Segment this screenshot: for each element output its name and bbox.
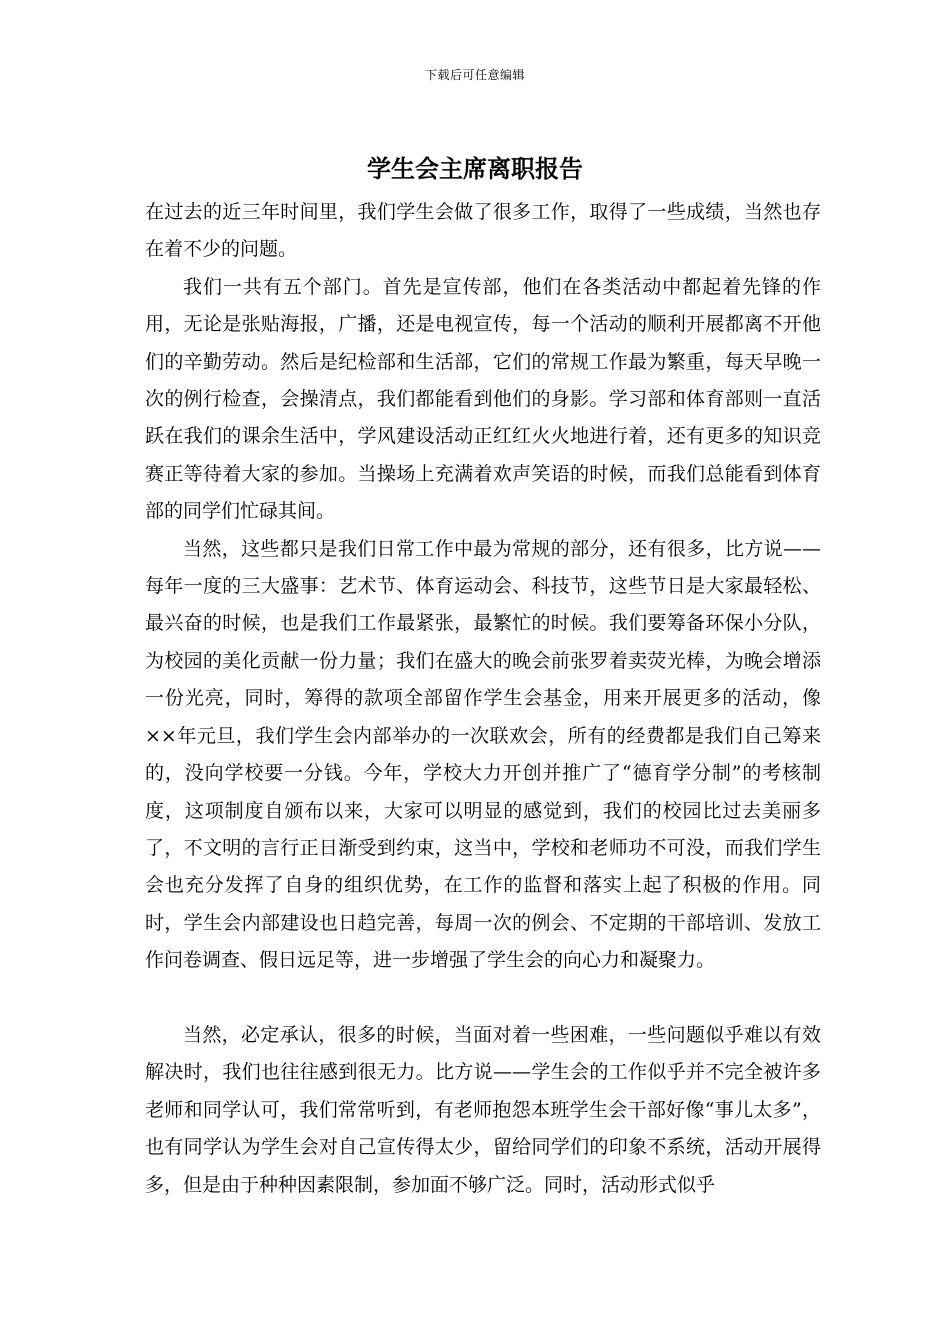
- paragraph-intro: 在过去的近三年时间里，我们学生会做了很多工作，取得了一些成绩，当然也存在着不少的问题。: [145, 201, 821, 261]
- paragraph-difficulties: 当然，必定承认，很多的时候，当面对着一些困难，一些问题似乎难以有效解决时，我们也往往感到很无力。比方说——学生会的工作似乎并不完全被许多老师和同学认可，我们常常听到，有老师抱怨本班学生会干部好像“事儿太多”，也有同学认为学生会对自己宣传得太少，留给同学们的印象不系统，活动开展得多，但是由于种种因素限制，参加面不够广泛。同时，活动形式似乎: [145, 1023, 821, 1196]
- document-body: [145, 194, 821, 1204]
- header-note: 下载后可任意编辑: [424, 68, 525, 82]
- document-title: 学生会主席离职报告: [367, 154, 583, 183]
- paragraph-departments: 我们一共有五个部门。首先是宣传部，他们在各类活动中都起着先锋的作用，无论是张贴海报，广播，还是电视宣传，每一个活动的顺利开展都离不开他们的辛勤劳动。然后是纪检部和生活部，它们的常规工作最为繁重，每天早晚一次的例行检查，会操清点，我们都能看到他们的身影。学习部和体育部则一直活跃在我们的课余生活中，学风建设活动正红红火火地进行着，还有更多的知识竞赛正等待着大家的参加。当操场上充满着欢声笑语的时候，而我们总能看到体育部的同学们忙碌其间。: [145, 275, 821, 523]
- paragraph-activities: 当然，这些都只是我们日常工作中最为常规的部分，还有很多，比方说——每年一度的三大盛事：艺术节、体育运动会、科技节，这些节日是大家最轻松、最兴奋的时候，也是我们工作最紧张，最繁忙的时候。我们要筹备环保小分队，为校园的美化贡献一份力量；我们在盛大的晚会前张罗着卖荧光棒，为晚会增添一份光亮，同时，筹得的款项全部留作学生会基金，用来开展更多的活动，像××年元旦，我们学生会内部举办的一次联欢会，所有的经费都是我们自己筹来的，没向学校要一分钱。今年，学校大力开创并推广了“德育学分制”的考核制度，这项制度自颁布以来，大家可以明显的感觉到，我们的校园比过去美丽多了，不文明的言行正日渐受到约束，这当中，学校和老师功不可没，而我们学生会也充分发挥了自身的组织优势，在工作的监督和落实上起了积极的作用。同时，学生会内部建设也日趋完善，每周一次的例会、不定期的干部培训、发放工作问卷调查、假日远足等，进一步增强了学生会的向心力和凝聚力。: [145, 537, 821, 972]
